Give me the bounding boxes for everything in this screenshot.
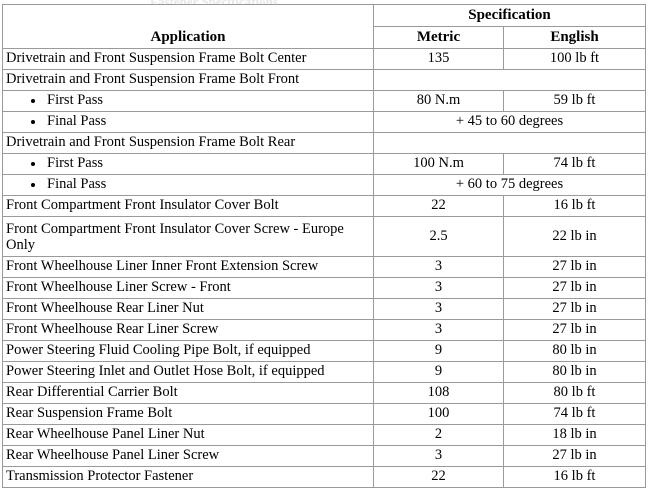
cell-application: Front Wheelhouse Liner Inner Front Extension Screw: [3, 257, 374, 278]
cell-english: 27 lb in: [504, 446, 646, 467]
bullet-icon: [31, 183, 35, 187]
bullet-icon: [31, 120, 35, 124]
table-body: [3, 49, 646, 488]
cell-application-bullet: [3, 112, 374, 133]
cell-english: 59 lb ft: [504, 91, 646, 112]
cell-english: 74 lb ft: [504, 404, 646, 425]
table-header: [3, 5, 646, 49]
cell-english: 27 lb in: [504, 257, 646, 278]
cell-application-label: Final Pass: [47, 113, 107, 130]
cell-application-bullet: [3, 175, 374, 196]
cell-application-label: Final Pass: [47, 176, 107, 193]
cell-english: 16 lb ft: [504, 467, 646, 488]
cell-metric: 9: [374, 362, 504, 383]
column-header-application: Application: [3, 5, 374, 49]
cell-english: 22 lb in: [504, 217, 646, 257]
bullet-icon: [31, 162, 35, 166]
cell-application-bullet: [3, 154, 374, 175]
cell-metric: 3: [374, 278, 504, 299]
cell-metric: 3: [374, 257, 504, 278]
cell-application: Front Wheelhouse Liner Screw - Front: [3, 278, 374, 299]
cell-application-group: Drivetrain and Front Suspension Frame Bolt Rear: [3, 133, 374, 154]
cell-metric: 2: [374, 425, 504, 446]
cell-spec-empty: [374, 133, 646, 154]
cell-application-bullet: [3, 91, 374, 112]
cell-application: Front Compartment Front Insulator Cover Bolt: [3, 196, 374, 217]
header-row-top: [3, 5, 646, 27]
cell-application: Front Wheelhouse Rear Liner Nut: [3, 299, 374, 320]
cell-application: Power Steering Fluid Cooling Pipe Bolt, if equipped: [3, 341, 374, 362]
column-header-english: English: [504, 27, 646, 49]
cell-english: 27 lb in: [504, 320, 646, 341]
table-row: [3, 154, 646, 175]
table-row: [3, 446, 646, 467]
column-header-specification: Specification: [374, 5, 646, 27]
table-row: [3, 70, 646, 91]
table-row: [3, 383, 646, 404]
table-row: [3, 320, 646, 341]
cell-english: 16 lb ft: [504, 196, 646, 217]
table-row: [3, 299, 646, 320]
cell-application-label: First Pass: [47, 155, 104, 172]
table-row: [3, 133, 646, 154]
table-row: [3, 112, 646, 133]
cell-metric: 22: [374, 196, 504, 217]
table-row: [3, 257, 646, 278]
cell-english: 80 lb in: [504, 362, 646, 383]
cell-spec-merged: + 45 to 60 degrees: [374, 112, 646, 133]
table-row: [3, 467, 646, 488]
table-row: [3, 49, 646, 70]
cell-metric: 9: [374, 341, 504, 362]
cell-english: 100 lb ft: [504, 49, 646, 70]
cell-application: Rear Suspension Frame Bolt: [3, 404, 374, 425]
table-row: [3, 196, 646, 217]
table-row: [3, 341, 646, 362]
cell-application: Front Compartment Front Insulator Cover Screw - Europe Only: [3, 217, 374, 257]
table-row: [3, 362, 646, 383]
cell-metric: 22: [374, 467, 504, 488]
cell-metric: 3: [374, 446, 504, 467]
cell-metric: 80 N.m: [374, 91, 504, 112]
cell-english: 27 lb in: [504, 278, 646, 299]
cell-application: Rear Wheelhouse Panel Liner Screw: [3, 446, 374, 467]
cell-metric: 108: [374, 383, 504, 404]
cell-metric: 3: [374, 299, 504, 320]
cell-metric: 100: [374, 404, 504, 425]
cell-metric: 100 N.m: [374, 154, 504, 175]
fastener-specifications-table: [2, 4, 646, 488]
cell-english: 80 lb in: [504, 341, 646, 362]
cell-english: 74 lb ft: [504, 154, 646, 175]
cell-application: Rear Wheelhouse Panel Liner Nut: [3, 425, 374, 446]
table-row: [3, 425, 646, 446]
cell-english: 27 lb in: [504, 299, 646, 320]
table-row: [3, 91, 646, 112]
cell-application: Drivetrain and Front Suspension Frame Bolt Center: [3, 49, 374, 70]
column-header-metric: Metric: [374, 27, 504, 49]
cell-application: Transmission Protector Fastener: [3, 467, 374, 488]
cell-application: Power Steering Inlet and Outlet Hose Bolt, if equipped: [3, 362, 374, 383]
cell-application: Front Wheelhouse Rear Liner Screw: [3, 320, 374, 341]
cell-spec-empty: [374, 70, 646, 91]
cell-metric: 2.5: [374, 217, 504, 257]
cell-application-group: Drivetrain and Front Suspension Frame Bolt Front: [3, 70, 374, 91]
cell-metric: 135: [374, 49, 504, 70]
table-row: [3, 175, 646, 196]
table-row: [3, 278, 646, 299]
table-row: [3, 404, 646, 425]
bullet-icon: [31, 99, 35, 103]
cell-metric: 3: [374, 320, 504, 341]
cell-spec-merged: + 60 to 75 degrees: [374, 175, 646, 196]
cell-english: 18 lb in: [504, 425, 646, 446]
cell-application: Rear Differential Carrier Bolt: [3, 383, 374, 404]
cell-application-label: First Pass: [47, 92, 104, 109]
cell-english: 80 lb ft: [504, 383, 646, 404]
table-row: [3, 217, 646, 257]
